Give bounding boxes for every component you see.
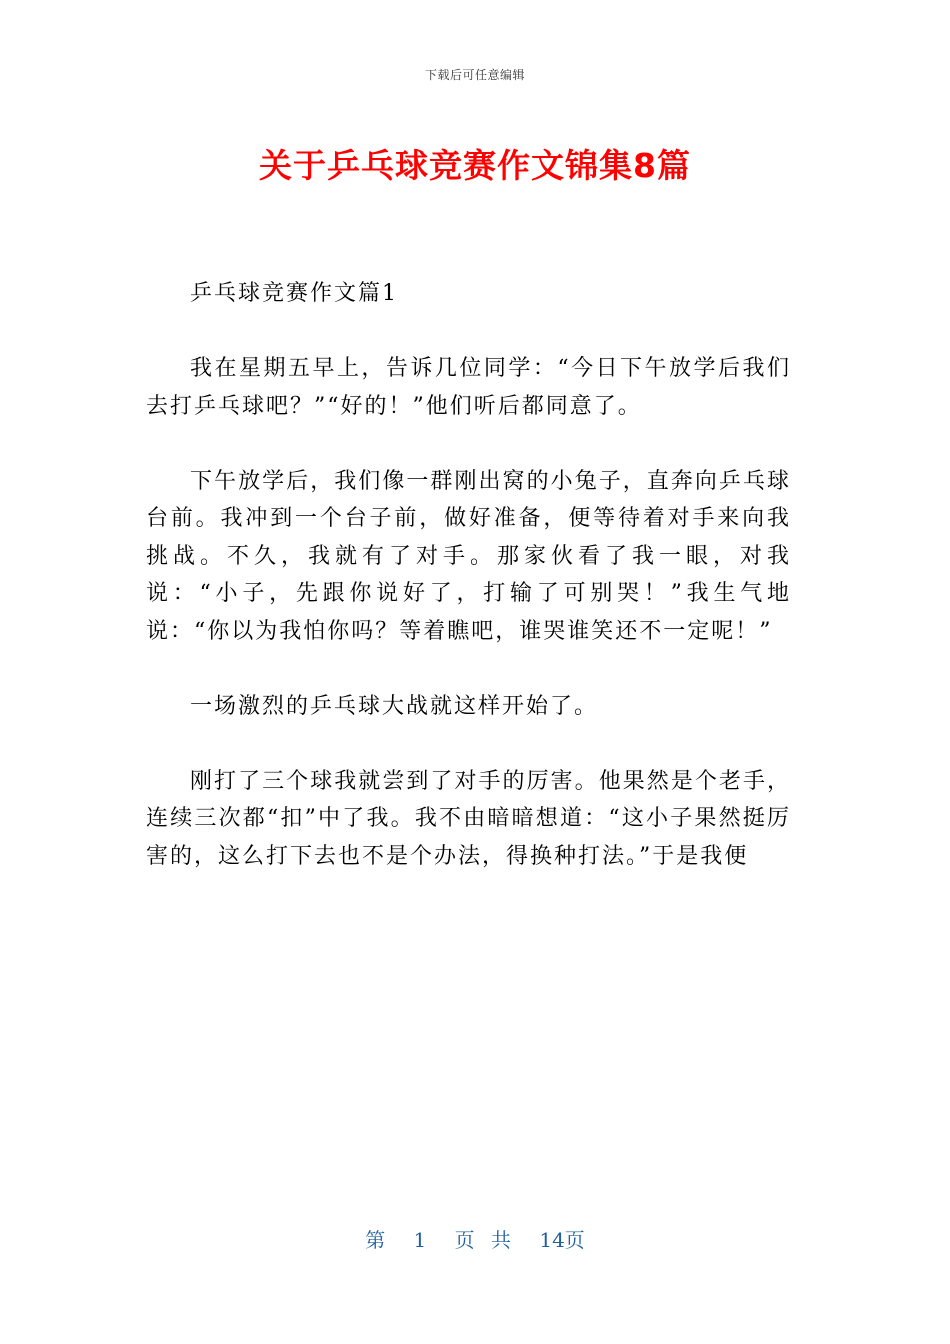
section-heading: 乒乓球竞赛作文篇1 [190,281,398,306]
page-label-prefix: 第 [365,1228,386,1252]
paragraph: 刚打了三个球我就尝到了对手的厉害。他果然是个老手，连续三次都“扣”中了我。我不由暗暗想道：“这小子果然挺厉害的，这么打下去也不是个办法，得换种打法。”于是我便 [146,768,791,869]
header-note: 下载后可任意编辑 [424,68,525,82]
page-footer [0,1224,950,1253]
document-body [146,275,791,875]
page-label-mid: 页 共 [454,1228,511,1252]
paragraph: 我在星期五早上，告诉几位同学：“今日下午放学后我们去打乒乓球吧？”“好的！”他们听后都同意了。 [146,356,791,419]
paragraph: 下午放学后，我们像一群刚出窝的小兔子，直奔向乒乓球台前。我冲到一个台子前，做好准备，便等待着对手来向我挑战。不久，我就有了对手。那家伙看了我一眼，对我说：“小子，先跟你说好了，打输了可别哭！”我生气地说：“你以为我怕你吗？等着瞧吧，谁哭谁笑还不一定呢！” [146,468,791,644]
page-number: 1 [413,1228,427,1252]
total-pages: 14页 [539,1228,585,1252]
paragraph: 一场激烈的乒乓球大战就这样开始了。 [190,693,599,719]
document-title: 关于乒乓球竞赛作文锦集8篇 [259,146,691,185]
